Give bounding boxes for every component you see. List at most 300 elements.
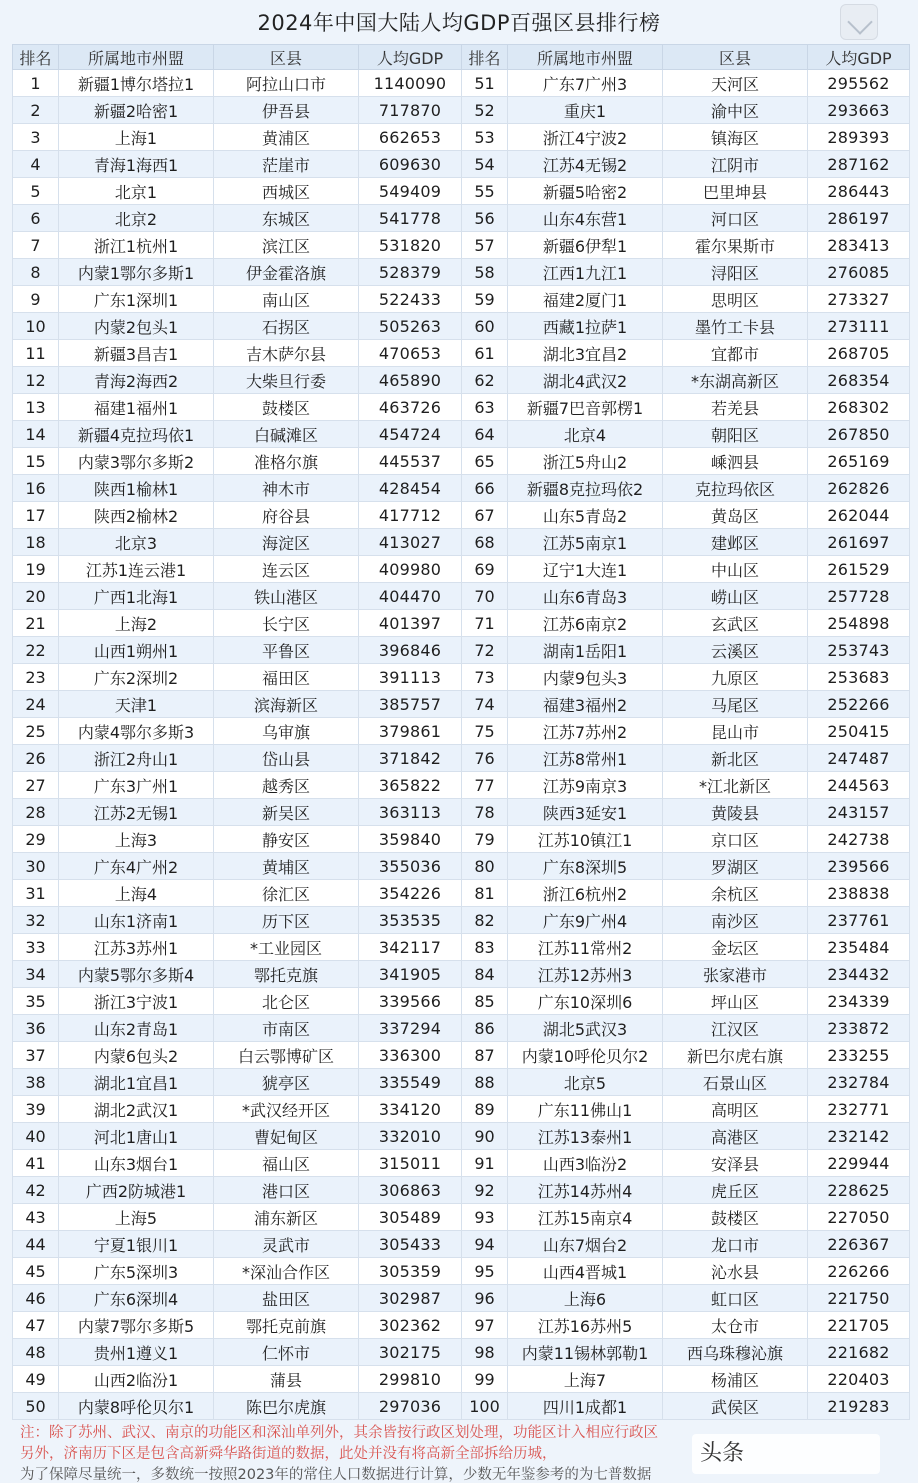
city-cell: 河北1唐山1 xyxy=(59,1123,214,1150)
gdp-cell: 261697 xyxy=(808,529,910,556)
city-cell: 内蒙3鄂尔多斯2 xyxy=(59,448,214,475)
city-cell: 江苏3苏州1 xyxy=(59,934,214,961)
district-cell: 浔阳区 xyxy=(663,259,808,286)
city-cell: 浙江2舟山1 xyxy=(59,745,214,772)
table-row xyxy=(13,97,910,124)
header-gdp: 人均GDP xyxy=(808,45,910,70)
rank-cell: 18 xyxy=(13,529,59,556)
district-cell: 墨竹工卡县 xyxy=(663,313,808,340)
table-row xyxy=(13,1285,910,1312)
city-cell: 广东5深圳3 xyxy=(59,1258,214,1285)
gdp-cell: 336300 xyxy=(359,1042,462,1069)
district-cell: 东城区 xyxy=(214,205,359,232)
gdp-cell: 334120 xyxy=(359,1096,462,1123)
gdp-cell: 283413 xyxy=(808,232,910,259)
table-row xyxy=(13,934,910,961)
gdp-cell: 337294 xyxy=(359,1015,462,1042)
city-cell: 福建3福州2 xyxy=(508,691,663,718)
city-cell: 福建1福州1 xyxy=(59,394,214,421)
district-cell: 太仓市 xyxy=(663,1312,808,1339)
gdp-cell: 262044 xyxy=(808,502,910,529)
table-row xyxy=(13,1339,910,1366)
rank-cell: 35 xyxy=(13,988,59,1015)
gdp-cell: 302987 xyxy=(359,1285,462,1312)
gdp-cell: 355036 xyxy=(359,853,462,880)
gdp-cell: 229944 xyxy=(808,1150,910,1177)
rank-cell: 89 xyxy=(462,1096,508,1123)
district-cell: 黄岛区 xyxy=(663,502,808,529)
table-row xyxy=(13,1042,910,1069)
district-cell: 港口区 xyxy=(214,1177,359,1204)
gdp-cell: 244563 xyxy=(808,772,910,799)
district-cell: 玄武区 xyxy=(663,610,808,637)
city-cell: 新疆4克拉玛依1 xyxy=(59,421,214,448)
city-cell: 青海2海西2 xyxy=(59,367,214,394)
rank-cell: 56 xyxy=(462,205,508,232)
rank-cell: 75 xyxy=(462,718,508,745)
gdp-cell: 531820 xyxy=(359,232,462,259)
district-cell: 海淀区 xyxy=(214,529,359,556)
table-row xyxy=(13,421,910,448)
rank-cell: 46 xyxy=(13,1285,59,1312)
district-cell: 猇亭区 xyxy=(214,1069,359,1096)
rank-cell: 54 xyxy=(462,151,508,178)
gdp-cell: 359840 xyxy=(359,826,462,853)
gdp-cell: 233255 xyxy=(808,1042,910,1069)
table-row xyxy=(13,1366,910,1393)
rank-cell: 34 xyxy=(13,961,59,988)
district-cell: 虎丘区 xyxy=(663,1177,808,1204)
district-cell: 府谷县 xyxy=(214,502,359,529)
district-cell: 伊吾县 xyxy=(214,97,359,124)
table-header-row xyxy=(13,45,910,70)
gdp-cell: 219283 xyxy=(808,1393,910,1420)
table-row xyxy=(13,232,910,259)
table-row xyxy=(13,205,910,232)
table-row xyxy=(13,367,910,394)
city-cell: 广东2深圳2 xyxy=(59,664,214,691)
city-cell: 内蒙6包头2 xyxy=(59,1042,214,1069)
district-cell: 南山区 xyxy=(214,286,359,313)
rank-cell: 26 xyxy=(13,745,59,772)
gdp-cell: 226266 xyxy=(808,1258,910,1285)
city-cell: 重庆1 xyxy=(508,97,663,124)
footnote-line: 另外，济南历下区是包含高新舜华路街道的数据，此处并没有将高新全部拆给历城， xyxy=(20,1446,557,1462)
city-cell: 广东7广州3 xyxy=(508,70,663,97)
gdp-cell: 250415 xyxy=(808,718,910,745)
district-cell: 天河区 xyxy=(663,70,808,97)
city-cell: 青海1海西1 xyxy=(59,151,214,178)
header-city: 所属地市州盟 xyxy=(59,45,214,70)
rank-cell: 96 xyxy=(462,1285,508,1312)
rank-cell: 87 xyxy=(462,1042,508,1069)
gdp-cell: 286443 xyxy=(808,178,910,205)
city-cell: 广东6深圳4 xyxy=(59,1285,214,1312)
district-cell: 白碱滩区 xyxy=(214,421,359,448)
city-cell: 北京3 xyxy=(59,529,214,556)
gdp-cell: 289393 xyxy=(808,124,910,151)
district-cell: 曹妃甸区 xyxy=(214,1123,359,1150)
gdp-cell: 273111 xyxy=(808,313,910,340)
gdp-cell: 221750 xyxy=(808,1285,910,1312)
district-cell: 福田区 xyxy=(214,664,359,691)
table-row xyxy=(13,178,910,205)
gdp-cell: 286197 xyxy=(808,205,910,232)
city-cell: 浙江3宁波1 xyxy=(59,988,214,1015)
district-cell: 鼓楼区 xyxy=(663,1204,808,1231)
city-cell: 湖北5武汉3 xyxy=(508,1015,663,1042)
city-cell: 江苏14苏州4 xyxy=(508,1177,663,1204)
city-cell: 山东7烟台2 xyxy=(508,1231,663,1258)
city-cell: 湖北2武汉1 xyxy=(59,1096,214,1123)
city-cell: 新疆7巴音郭楞1 xyxy=(508,394,663,421)
district-cell: 滨江区 xyxy=(214,232,359,259)
city-cell: 山西1朔州1 xyxy=(59,637,214,664)
rank-cell: 57 xyxy=(462,232,508,259)
table-row xyxy=(13,853,910,880)
city-cell: 上海2 xyxy=(59,610,214,637)
district-cell: 罗湖区 xyxy=(663,853,808,880)
gdp-cell: 409980 xyxy=(359,556,462,583)
gdp-cell: 267850 xyxy=(808,421,910,448)
rank-cell: 28 xyxy=(13,799,59,826)
city-cell: 北京4 xyxy=(508,421,663,448)
ranking-table xyxy=(12,44,910,1420)
city-cell: 上海7 xyxy=(508,1366,663,1393)
gdp-cell: 252266 xyxy=(808,691,910,718)
rank-cell: 38 xyxy=(13,1069,59,1096)
rank-cell: 65 xyxy=(462,448,508,475)
gdp-cell: 717870 xyxy=(359,97,462,124)
rank-cell: 91 xyxy=(462,1150,508,1177)
gdp-cell: 268302 xyxy=(808,394,910,421)
city-cell: 湖北4武汉2 xyxy=(508,367,663,394)
district-cell: 若羌县 xyxy=(663,394,808,421)
gdp-cell: 228625 xyxy=(808,1177,910,1204)
rank-cell: 88 xyxy=(462,1069,508,1096)
rank-cell: 77 xyxy=(462,772,508,799)
district-cell: 徐汇区 xyxy=(214,880,359,907)
city-cell: 江苏9南京3 xyxy=(508,772,663,799)
district-cell: *深汕合作区 xyxy=(214,1258,359,1285)
rank-cell: 33 xyxy=(13,934,59,961)
expand-icon[interactable] xyxy=(840,4,878,40)
rank-cell: 98 xyxy=(462,1339,508,1366)
district-cell: 岱山县 xyxy=(214,745,359,772)
gdp-cell: 454724 xyxy=(359,421,462,448)
district-cell: 铁山港区 xyxy=(214,583,359,610)
district-cell: 白云鄂博矿区 xyxy=(214,1042,359,1069)
rank-cell: 90 xyxy=(462,1123,508,1150)
table-row xyxy=(13,502,910,529)
city-cell: 湖北1宜昌1 xyxy=(59,1069,214,1096)
rank-cell: 80 xyxy=(462,853,508,880)
gdp-cell: 428454 xyxy=(359,475,462,502)
city-cell: 上海4 xyxy=(59,880,214,907)
rank-cell: 8 xyxy=(13,259,59,286)
gdp-cell: 465890 xyxy=(359,367,462,394)
city-cell: 天津1 xyxy=(59,691,214,718)
district-cell: 茫崖市 xyxy=(214,151,359,178)
table-row xyxy=(13,1123,910,1150)
district-cell: 静安区 xyxy=(214,826,359,853)
gdp-cell: 445537 xyxy=(359,448,462,475)
city-cell: 新疆5哈密2 xyxy=(508,178,663,205)
gdp-cell: 238838 xyxy=(808,880,910,907)
gdp-cell: 371842 xyxy=(359,745,462,772)
city-cell: 西藏1拉萨1 xyxy=(508,313,663,340)
rank-cell: 7 xyxy=(13,232,59,259)
rank-cell: 5 xyxy=(13,178,59,205)
city-cell: 浙江6杭州2 xyxy=(508,880,663,907)
rank-cell: 23 xyxy=(13,664,59,691)
city-cell: 陕西2榆林2 xyxy=(59,502,214,529)
district-cell: 霍尔果斯市 xyxy=(663,232,808,259)
gdp-cell: 235484 xyxy=(808,934,910,961)
district-cell: 越秀区 xyxy=(214,772,359,799)
table-row xyxy=(13,70,910,97)
rank-cell: 53 xyxy=(462,124,508,151)
table-row xyxy=(13,1312,910,1339)
city-cell: 山西4晋城1 xyxy=(508,1258,663,1285)
gdp-cell: 226367 xyxy=(808,1231,910,1258)
city-cell: 江西1九江1 xyxy=(508,259,663,286)
table-row xyxy=(13,1069,910,1096)
gdp-cell: 396846 xyxy=(359,637,462,664)
city-cell: 广西1北海1 xyxy=(59,583,214,610)
gdp-cell: 254898 xyxy=(808,610,910,637)
gdp-cell: 262826 xyxy=(808,475,910,502)
district-cell: 安泽县 xyxy=(663,1150,808,1177)
district-cell: 仁怀市 xyxy=(214,1339,359,1366)
city-cell: 广东11佛山1 xyxy=(508,1096,663,1123)
city-cell: 上海3 xyxy=(59,826,214,853)
rank-cell: 22 xyxy=(13,637,59,664)
district-cell: 大柴旦行委 xyxy=(214,367,359,394)
city-cell: 江苏10镇江1 xyxy=(508,826,663,853)
district-cell: 张家港市 xyxy=(663,961,808,988)
rank-cell: 36 xyxy=(13,1015,59,1042)
rank-cell: 67 xyxy=(462,502,508,529)
rank-cell: 69 xyxy=(462,556,508,583)
rank-cell: 40 xyxy=(13,1123,59,1150)
district-cell: 石拐区 xyxy=(214,313,359,340)
gdp-cell: 391113 xyxy=(359,664,462,691)
district-cell: 沁水县 xyxy=(663,1258,808,1285)
table-row xyxy=(13,988,910,1015)
city-cell: 浙江4宁波2 xyxy=(508,124,663,151)
district-cell: 江汉区 xyxy=(663,1015,808,1042)
city-cell: 广西2防城港1 xyxy=(59,1177,214,1204)
rank-cell: 73 xyxy=(462,664,508,691)
district-cell: 黄陵县 xyxy=(663,799,808,826)
page-title: 2024年中国大陆人均GDP百强区县排行榜 xyxy=(257,11,661,35)
gdp-cell: 353535 xyxy=(359,907,462,934)
table-row xyxy=(13,1177,910,1204)
district-cell: 宜都市 xyxy=(663,340,808,367)
district-cell: 杨浦区 xyxy=(663,1366,808,1393)
city-cell: 新疆1博尔塔拉1 xyxy=(59,70,214,97)
rank-cell: 4 xyxy=(13,151,59,178)
header-rank: 排名 xyxy=(462,45,508,70)
city-cell: 内蒙7鄂尔多斯5 xyxy=(59,1312,214,1339)
district-cell: 西乌珠穆沁旗 xyxy=(663,1339,808,1366)
city-cell: 辽宁1大连1 xyxy=(508,556,663,583)
gdp-cell: 261529 xyxy=(808,556,910,583)
district-cell: 新吴区 xyxy=(214,799,359,826)
city-cell: 上海5 xyxy=(59,1204,214,1231)
gdp-cell: 232771 xyxy=(808,1096,910,1123)
gdp-cell: 609630 xyxy=(359,151,462,178)
rank-cell: 45 xyxy=(13,1258,59,1285)
gdp-cell: 549409 xyxy=(359,178,462,205)
district-cell: 高明区 xyxy=(663,1096,808,1123)
gdp-cell: 342117 xyxy=(359,934,462,961)
rank-cell: 47 xyxy=(13,1312,59,1339)
city-cell: 北京2 xyxy=(59,205,214,232)
district-cell: 灵武市 xyxy=(214,1231,359,1258)
rank-cell: 20 xyxy=(13,583,59,610)
district-cell: 浦东新区 xyxy=(214,1204,359,1231)
city-cell: 山东6青岛3 xyxy=(508,583,663,610)
district-cell: 神木市 xyxy=(214,475,359,502)
rank-cell: 64 xyxy=(462,421,508,448)
city-cell: 内蒙11锡林郭勒1 xyxy=(508,1339,663,1366)
rank-cell: 16 xyxy=(13,475,59,502)
district-cell: 嵊泗县 xyxy=(663,448,808,475)
district-cell: *工业园区 xyxy=(214,934,359,961)
table-row xyxy=(13,1393,910,1420)
district-cell: 南沙区 xyxy=(663,907,808,934)
city-cell: 陕西1榆林1 xyxy=(59,475,214,502)
gdp-cell: 273327 xyxy=(808,286,910,313)
rank-cell: 10 xyxy=(13,313,59,340)
city-cell: 江苏12苏州3 xyxy=(508,961,663,988)
city-cell: 广东10深圳6 xyxy=(508,988,663,1015)
table-row xyxy=(13,1015,910,1042)
gdp-cell: 302175 xyxy=(359,1339,462,1366)
rank-cell: 84 xyxy=(462,961,508,988)
rank-cell: 97 xyxy=(462,1312,508,1339)
district-cell: 云溪区 xyxy=(663,637,808,664)
district-cell: 市南区 xyxy=(214,1015,359,1042)
table-row xyxy=(13,529,910,556)
city-cell: 广东9广州4 xyxy=(508,907,663,934)
table-row xyxy=(13,772,910,799)
rank-cell: 59 xyxy=(462,286,508,313)
gdp-cell: 385757 xyxy=(359,691,462,718)
city-cell: 新疆8克拉玛依2 xyxy=(508,475,663,502)
gdp-cell: 239566 xyxy=(808,853,910,880)
rank-cell: 29 xyxy=(13,826,59,853)
gdp-cell: 221682 xyxy=(808,1339,910,1366)
watermark: 头条 xyxy=(692,1434,880,1474)
gdp-cell: 233872 xyxy=(808,1015,910,1042)
district-cell: 福山区 xyxy=(214,1150,359,1177)
city-cell: 内蒙5鄂尔多斯4 xyxy=(59,961,214,988)
city-cell: 北京5 xyxy=(508,1069,663,1096)
table-row xyxy=(13,1096,910,1123)
rank-cell: 24 xyxy=(13,691,59,718)
district-cell: 建邺区 xyxy=(663,529,808,556)
gdp-cell: 268354 xyxy=(808,367,910,394)
gdp-cell: 234339 xyxy=(808,988,910,1015)
rank-cell: 82 xyxy=(462,907,508,934)
city-cell: 内蒙8呼伦贝尔1 xyxy=(59,1393,214,1420)
table-row xyxy=(13,313,910,340)
district-cell: 北仑区 xyxy=(214,988,359,1015)
rank-cell: 78 xyxy=(462,799,508,826)
district-cell: 新北区 xyxy=(663,745,808,772)
table-row xyxy=(13,637,910,664)
city-cell: 宁夏1银川1 xyxy=(59,1231,214,1258)
gdp-cell: 541778 xyxy=(359,205,462,232)
gdp-cell: 302362 xyxy=(359,1312,462,1339)
gdp-cell: 379861 xyxy=(359,718,462,745)
rank-cell: 66 xyxy=(462,475,508,502)
city-cell: 江苏7苏州2 xyxy=(508,718,663,745)
gdp-cell: 237761 xyxy=(808,907,910,934)
gdp-cell: 306863 xyxy=(359,1177,462,1204)
district-cell: 克拉玛依区 xyxy=(663,475,808,502)
gdp-cell: 354226 xyxy=(359,880,462,907)
gdp-cell: 220403 xyxy=(808,1366,910,1393)
city-cell: 内蒙4鄂尔多斯3 xyxy=(59,718,214,745)
district-cell: 蒲县 xyxy=(214,1366,359,1393)
district-cell: *东湖高新区 xyxy=(663,367,808,394)
district-cell: *武汉经开区 xyxy=(214,1096,359,1123)
footnote-line: 为了保障尽量统一，多数统一按照2023年的常住人口数据进行计算，少数无年鉴参考的为七普数据 xyxy=(20,1467,652,1483)
rank-cell: 9 xyxy=(13,286,59,313)
district-cell: 高港区 xyxy=(663,1123,808,1150)
district-cell: 平鲁区 xyxy=(214,637,359,664)
rank-cell: 32 xyxy=(13,907,59,934)
table-row xyxy=(13,583,910,610)
table-row xyxy=(13,691,910,718)
rank-cell: 39 xyxy=(13,1096,59,1123)
district-cell: 河口区 xyxy=(663,205,808,232)
rank-cell: 100 xyxy=(462,1393,508,1420)
district-cell: 黄浦区 xyxy=(214,124,359,151)
city-cell: 山东2青岛1 xyxy=(59,1015,214,1042)
rank-cell: 83 xyxy=(462,934,508,961)
district-cell: 金坛区 xyxy=(663,934,808,961)
table-row xyxy=(13,151,910,178)
district-cell: 崂山区 xyxy=(663,583,808,610)
city-cell: 江苏11常州2 xyxy=(508,934,663,961)
city-cell: 江苏5南京1 xyxy=(508,529,663,556)
gdp-cell: 363113 xyxy=(359,799,462,826)
city-cell: 四川1成都1 xyxy=(508,1393,663,1420)
table-row xyxy=(13,556,910,583)
rank-cell: 61 xyxy=(462,340,508,367)
district-cell: 准格尔旗 xyxy=(214,448,359,475)
district-cell: 马尾区 xyxy=(663,691,808,718)
city-cell: 广东1深圳1 xyxy=(59,286,214,313)
district-cell: 石景山区 xyxy=(663,1069,808,1096)
gdp-cell: 401397 xyxy=(359,610,462,637)
city-cell: 江苏4无锡2 xyxy=(508,151,663,178)
table-row xyxy=(13,610,910,637)
city-cell: 湖北3宜昌2 xyxy=(508,340,663,367)
district-cell: 阿拉山口市 xyxy=(214,70,359,97)
district-cell: 鄂托克旗 xyxy=(214,961,359,988)
gdp-cell: 276085 xyxy=(808,259,910,286)
district-cell: 中山区 xyxy=(663,556,808,583)
rank-cell: 17 xyxy=(13,502,59,529)
city-cell: 山东5青岛2 xyxy=(508,502,663,529)
rank-cell: 12 xyxy=(13,367,59,394)
